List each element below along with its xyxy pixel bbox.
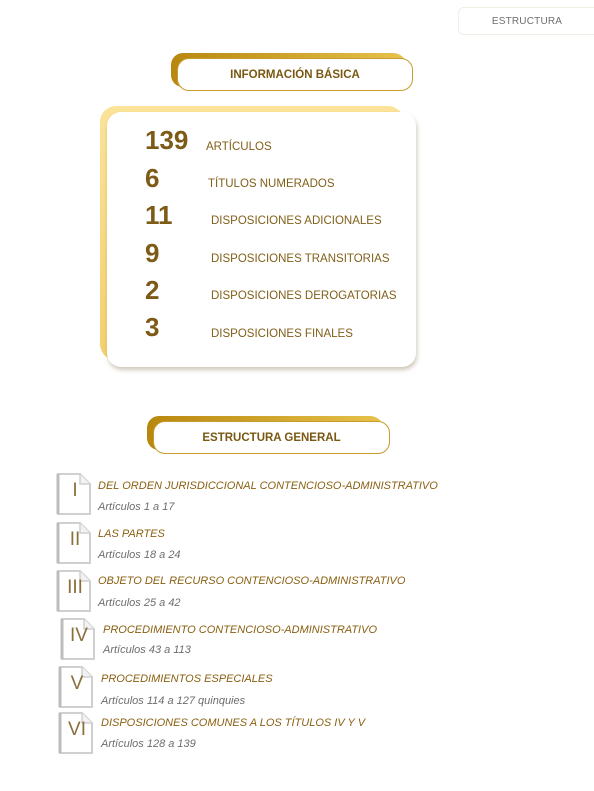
- info-basica-title: INFORMACIÓN BÁSICA: [177, 58, 413, 91]
- stat-value: 3: [145, 312, 160, 342]
- title-articles: Artículos 18 a 24: [98, 549, 181, 561]
- title-numeral: VI: [68, 719, 86, 740]
- stat-label: TÍTULOS NUMERADOS: [208, 178, 335, 190]
- document-icon: [56, 472, 92, 516]
- info-basica-header: [171, 53, 413, 91]
- tab-estructura[interactable]: ESTRUCTURA: [458, 7, 594, 35]
- stat-value: 9: [145, 238, 160, 268]
- stat-value: 139: [145, 125, 189, 155]
- title-numeral: II: [69, 529, 81, 550]
- stat-label: DISPOSICIONES DEROGATORIAS: [211, 290, 397, 302]
- stat-label: DISPOSICIONES FINALES: [211, 328, 353, 340]
- title-numeral: V: [70, 673, 84, 694]
- title-name: OBJETO DEL RECURSO CONTENCIOSO-ADMINISTRATIVO: [98, 575, 406, 587]
- title-numeral: IV: [70, 625, 88, 646]
- stat-label: DISPOSICIONES ADICIONALES: [211, 215, 382, 227]
- title-articles: Artículos 1 a 17: [98, 501, 175, 513]
- title-name: LAS PARTES: [98, 528, 165, 540]
- stat-label: DISPOSICIONES TRANSITORIAS: [211, 253, 390, 265]
- stat-value: 2: [145, 275, 160, 305]
- title-name: DEL ORDEN JURISDICCIONAL CONTENCIOSO-ADMINISTRATIVO: [98, 480, 438, 492]
- estructura-general-title: ESTRUCTURA GENERAL: [153, 421, 390, 454]
- document-icon: [56, 521, 92, 565]
- title-numeral: I: [72, 480, 78, 501]
- stat-value: 11: [145, 200, 173, 230]
- stat-label: ARTÍCULOS: [206, 141, 272, 153]
- title-name: PROCEDIMIENTO CONTENCIOSO-ADMINISTRATIVO: [103, 624, 377, 636]
- document-icon: [60, 617, 96, 661]
- document-icon: [56, 569, 92, 613]
- document-icon: [58, 711, 94, 755]
- title-name: PROCEDIMIENTOS ESPECIALES: [101, 673, 273, 685]
- title-articles: Artículos 43 a 113: [103, 644, 191, 656]
- title-name: DISPOSICIONES COMUNES A LOS TÍTULOS IV Y V: [101, 717, 366, 729]
- title-numeral: III: [67, 577, 83, 598]
- estructura-general-header: [147, 416, 390, 454]
- title-articles: Artículos 128 a 139: [101, 738, 196, 750]
- stat-value: 6: [145, 163, 160, 193]
- title-articles: Artículos 25 a 42: [98, 597, 181, 609]
- document-icon: [58, 665, 94, 709]
- title-articles: Artículos 114 a 127 quinquies: [101, 695, 246, 707]
